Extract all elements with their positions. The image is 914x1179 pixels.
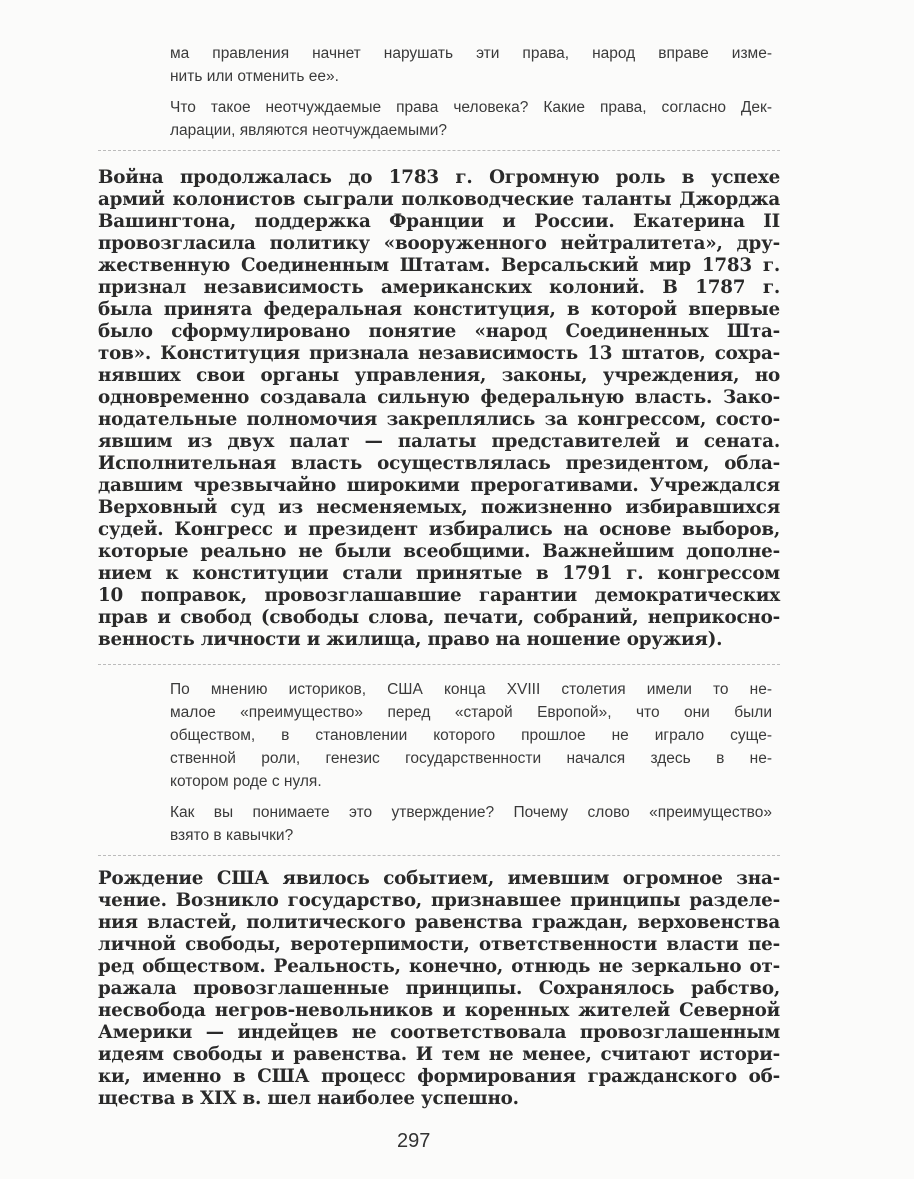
text-line: идеям свободы и равенства. И тем не менее, считают истори- [98,1044,780,1065]
text-line: ственной роли, генезис государственности начался здесь в не- [170,750,772,767]
text-line: армий колонистов сыграли полководческие таланты Джорджа [98,189,780,210]
text-line: нодательные полномочия закреплялись за конгрессом, состо- [98,409,780,430]
text-line: Как вы понимаете это утверждение? Почему слово «преимущество» [170,804,772,821]
text-line: личной свободы, веротерпимости, ответственности власти пе- [98,934,780,955]
body-paragraph-2 [98,868,780,1110]
text-line: ларации, являются неотчуждаемыми? [170,122,448,139]
page-number: 297 [397,1130,431,1152]
text-line: По мнению историков, США конца XVIII столетия имели то не- [170,681,772,698]
text-line: одновременно создавала сильную федеральную власть. Зако- [98,387,780,408]
text-line: ния властей, политического равенства граждан, верховенства [98,912,780,933]
document-quote [170,42,772,88]
text-line: признал независимость американских колоний. В 1787 г. [98,277,780,298]
text-line: Вашингтона, поддержка Франции и России. Екатерина II [98,211,780,232]
text-line: Рождение США явилось событием, имевшим огромное зна- [98,868,780,889]
historians-opinion-box [170,678,772,847]
text-line: нить или отменить ее». [170,68,339,85]
text-line: прав и свобод (свободы слова, печати, собраний, неприкосно- [98,607,780,628]
text-line: провозгласила политику «вооруженного нейтралитета», дру- [98,233,780,254]
text-line: Америки — индейцев не соответствовала провозглашенным [98,1022,780,1043]
review-question [170,801,772,847]
text-line: малое «преимущество» перед «старой Европой», что они были [170,704,772,721]
text-line: обществом, в становлении которого прошлое не играло суще- [170,727,772,744]
text-line: Верховный суд из несменяемых, пожизненно избиравшихся [98,497,780,518]
text-line: судей. Конгресс и президент избирались на основе выборов, [98,519,780,540]
text-line: чение. Возникло государство, признавшее принципы разделе- [98,890,780,911]
review-question [170,96,772,142]
text-line: котором роде с нуля. [170,773,322,790]
text-line: которые реально не были всеобщими. Важнейшим дополне- [98,541,780,562]
text-line: тов». Конституция признала независимость 13 штатов, сохра- [98,343,780,364]
text-line: ма правления начнет нарушать эти права, народ вправе изме- [170,45,772,62]
text-line: была принята федеральная конституция, в которой впервые [98,299,780,320]
top-sidebar-box [170,42,772,142]
text-line: ки, именно в США процесс формирования гражданского об- [98,1066,780,1087]
text-line: 10 поправок, провозглашавшие гарантии демократических [98,585,780,606]
text-line: Война продолжалась до 1783 г. Огромную роль в успехе [98,167,780,188]
text-line: ред обществом. Реальность, конечно, отнюдь не зеркально от- [98,956,780,977]
text-line: явшим из двух палат — палаты представителей и сената. [98,431,780,452]
text-line: щества в XIX в. шел наиболее успешно. [98,1088,519,1109]
divider [98,855,780,856]
text-line: нявших свои органы управления, законы, учреждения, но [98,365,780,386]
text-line: жественную Соединенным Штатам. Версальский мир 1783 г. [98,255,780,276]
divider [98,664,780,665]
text-line: Что такое неотчуждаемые права человека? Какие права, согласно Дек- [170,99,772,116]
text-line: нием к конституции стали принятые в 1791 г. конгрессом [98,563,780,584]
text-line: давшим чрезвычайно широкими прерогативами. Учреждался [98,475,780,496]
text-line: ражала провозглашенные принципы. Сохранялось рабство, [98,978,780,999]
text-line: венность личности и жилища, право на ношение оружия). [98,629,723,650]
text-line: взято в кавычки? [170,827,294,844]
text-line: несвобода негров-невольников и коренных жителей Северной [98,1000,780,1021]
divider [98,150,780,151]
text-line: было сформулировано понятие «народ Соединенных Шта- [98,321,780,342]
text-line: Исполнительная власть осуществлялась президентом, обла- [98,453,780,474]
body-paragraph-1 [98,167,780,651]
historians-quote [170,678,772,793]
